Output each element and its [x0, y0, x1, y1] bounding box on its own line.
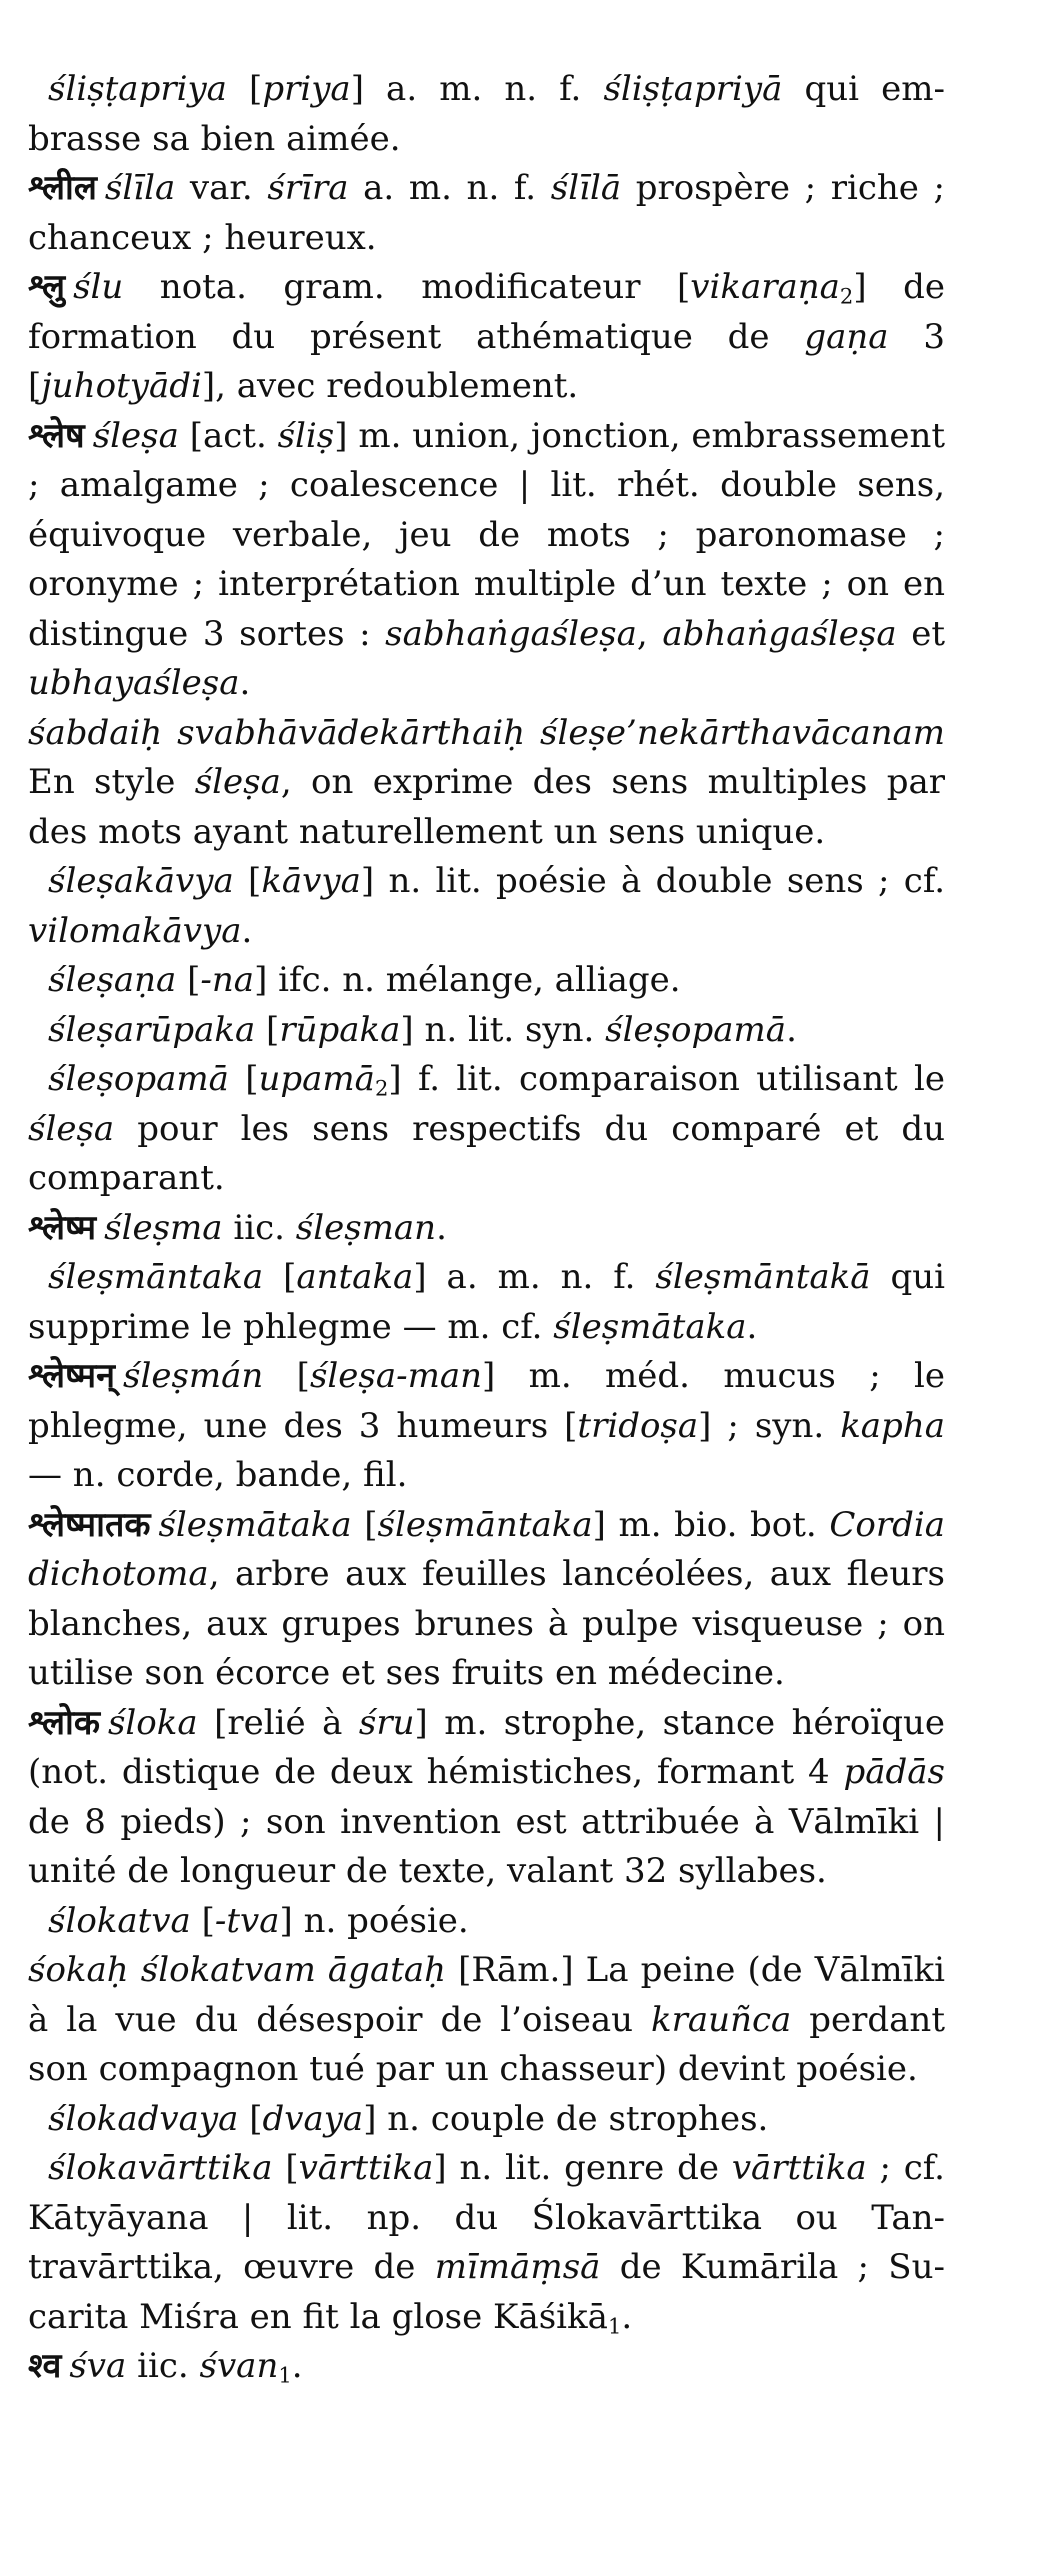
- subentry: [28, 1253, 945, 1352]
- subscript-index: 1: [278, 2362, 292, 2388]
- italic-term: śleṣmāntakā: [655, 1257, 871, 1297]
- entry-text: ,: [636, 613, 663, 654]
- entry-text: .: [239, 663, 251, 703]
- entry-text: [: [263, 1356, 310, 1396]
- italic-term: juhotyādi: [41, 366, 202, 406]
- italic-term: śleṣmātaka: [553, 1306, 747, 1347]
- entry-text: ] de formation du présent athématique de: [28, 267, 945, 357]
- italic-term: kapha: [840, 1405, 945, 1446]
- entry-text: [: [233, 861, 262, 901]
- entry-text: [: [255, 1009, 280, 1050]
- italic-term: priya: [262, 69, 351, 109]
- italic-term: śokaḥ ślokatvam āgataḥ: [28, 1950, 447, 1990]
- italic-term: śliṣṭapriya: [48, 69, 227, 109]
- devanagari-headword: श्लोक: [28, 1702, 100, 1743]
- devanagari-headword: श्लेष्मातक: [28, 1504, 151, 1545]
- italic-term: Cordia dichotoma: [28, 1504, 945, 1594]
- entry-text: pour les sens respectifs du comparé et du comparant.: [28, 1108, 945, 1198]
- italic-term: ślokadvaya: [48, 2098, 239, 2139]
- entry-text: [relié à: [197, 1702, 359, 1743]
- dictionary-entry: [28, 412, 945, 709]
- devanagari-headword: श्लेष्म: [28, 1207, 97, 1248]
- devanagari-headword: श्लील: [28, 168, 97, 208]
- entry-text: nota. gram. modificateur [: [123, 267, 691, 307]
- entry-text: [: [272, 2148, 299, 2188]
- devanagari-headword: श्लेष: [28, 415, 85, 456]
- italic-term: vikaraṇa: [690, 267, 840, 307]
- italic-term: -tva: [214, 1900, 280, 1941]
- entry-text: ] n. lit. syn.: [400, 1009, 606, 1050]
- italic-term: śleṣarūpaka: [48, 1009, 256, 1050]
- italic-term: rūpaka: [279, 1009, 401, 1050]
- entry-text: ], avec redoublement.: [201, 366, 579, 406]
- italic-term: ślīla: [104, 168, 176, 208]
- italic-term: ślokatva: [48, 1900, 191, 1941]
- dictionary-entry: [28, 164, 945, 263]
- entry-text: 3 [: [28, 316, 945, 406]
- citation: [28, 1946, 945, 2095]
- italic-term: ślīlā: [550, 168, 622, 208]
- entry-text: ] n. couple de strophes.: [363, 2098, 769, 2139]
- entry-text: de 8 pieds) ; son invention est attribuée à Vālmīki | unité de longueur de texte, valant 32 syllabes.: [28, 1801, 945, 1891]
- italic-term: antaka: [296, 1257, 414, 1297]
- subentry: [28, 956, 945, 1006]
- devanagari-headword: श्लु: [28, 267, 66, 307]
- entry-text: iic.: [126, 2346, 200, 2386]
- entry-text: de Kumārila ; Sucarita Miśra en fit la glose Kāśikā: [28, 2247, 945, 2337]
- dictionary-entry: [28, 1204, 945, 1254]
- entry-text: .: [436, 1207, 447, 1248]
- italic-term: śliṣṭapriyā: [603, 69, 783, 109]
- subentry: [28, 2144, 945, 2342]
- entry-text: ] m. méd. mucus ; le phlegme, une des 3 humeurs [: [28, 1356, 945, 1446]
- entry-text: qui supprime le phlegme — m. cf.: [28, 1257, 945, 1347]
- italic-term: kāvya: [261, 861, 361, 901]
- entry-text: ] f. lit. comparaison utilisant le: [388, 1059, 945, 1099]
- italic-term: ślu: [73, 267, 124, 307]
- italic-term: śleṣa: [194, 762, 281, 802]
- dictionary-entry: [28, 1352, 945, 1501]
- italic-term: śleṣa-man: [309, 1356, 483, 1396]
- entry-text: ] a. m. n. f.: [350, 69, 604, 109]
- entry-text: var.: [175, 168, 268, 208]
- italic-term: śleṣopamā: [605, 1009, 787, 1050]
- entry-text: [: [226, 69, 263, 109]
- entry-text: , on exprime des sens multiples par des mots ayant naturellement un sens unique.: [28, 762, 945, 852]
- subentry: [28, 857, 945, 956]
- entry-text: , arbre aux feuilles lancéolées, aux fleurs blanches, aux grupes brunes à pulpe visqueuse ; on utilise son écorce et ses fruits en médecine.: [28, 1554, 945, 1693]
- italic-term: ślokavārttika: [48, 2148, 273, 2188]
- italic-term: krauñca: [651, 1999, 792, 2040]
- entry-text: [: [176, 960, 201, 1000]
- italic-term: śleṣmātaka: [158, 1504, 352, 1545]
- entry-text: .: [241, 910, 253, 951]
- italic-term: śloka: [107, 1702, 198, 1743]
- entry-text: ] a. m. n. f.: [413, 1257, 656, 1297]
- italic-term: vilomakāvya: [28, 910, 242, 951]
- entry-text: [: [190, 1900, 215, 1941]
- italic-term: ubhayaśleṣa: [28, 663, 240, 703]
- subscript-index: 2: [374, 1075, 389, 1101]
- entry-text: et: [896, 613, 945, 654]
- dictionary-entry: [28, 263, 945, 412]
- entry-text: perdant son compagnon tué par un chasseur) devint poésie.: [28, 1999, 945, 2089]
- subentry: [28, 65, 945, 164]
- entry-text: [Rām.] La peine (de Vālmīki à la vue du désespoir de l’oiseau: [28, 1950, 945, 2040]
- entry-text: ] n. lit. genre de: [433, 2148, 732, 2188]
- italic-term: śleṣmāntaka: [377, 1504, 593, 1545]
- dictionary-entry: [28, 1699, 945, 1897]
- entry-text: ] m. bio. bot.: [592, 1504, 830, 1545]
- subentry: [28, 2095, 945, 2145]
- italic-term: śleṣmāntaka: [48, 1257, 264, 1297]
- entry-text: [: [263, 1257, 297, 1297]
- entry-text: qui embrasse sa bien aimée.: [28, 69, 945, 159]
- italic-term: śvan: [199, 2346, 279, 2386]
- italic-term: vārttika: [298, 2148, 434, 2188]
- entry-text: [act.: [178, 415, 278, 456]
- italic-term: tridoṣa: [577, 1405, 699, 1446]
- entry-text: En style: [28, 762, 195, 802]
- italic-term: mīmāṃsā: [434, 2247, 601, 2287]
- entry-text: .: [786, 1009, 797, 1050]
- italic-term: pādās: [843, 1752, 945, 1792]
- italic-term: śrīra: [267, 168, 349, 208]
- italic-term: gaṇa: [804, 316, 889, 357]
- dictionary-entry: [28, 2342, 945, 2392]
- italic-term: śleṣman: [295, 1207, 437, 1248]
- devanagari-headword: श्लेष्मन्: [28, 1356, 116, 1396]
- italic-term: śva: [69, 2346, 127, 2386]
- devanagari-headword: श्व: [28, 2346, 62, 2386]
- italic-term: śabdaiḥ svabhāvādekārthaiḥ śleṣe’nekārthavācanam: [28, 712, 945, 753]
- entry-text: iic.: [222, 1207, 296, 1248]
- italic-term: śleṣa: [28, 1108, 115, 1149]
- entry-text: ; cf. Kātyāyana | lit. np. du Ślokavārttika ou Tantravārttika, œuvre de: [28, 2148, 945, 2287]
- italic-term: dvaya: [262, 2098, 364, 2139]
- entry-text: prospère ; riche ; chanceux ; heureux.: [28, 168, 945, 258]
- entry-text: ] ; syn.: [698, 1405, 841, 1446]
- entry-text: .: [746, 1306, 758, 1347]
- entry-text: [: [238, 2098, 263, 2139]
- subentry: [28, 1006, 945, 1056]
- italic-term: śleṣopamā: [48, 1059, 229, 1099]
- entry-text: ] ifc. n. mélange, alliage.: [254, 960, 681, 1000]
- italic-term: vārttika: [731, 2148, 867, 2188]
- subentry: [28, 1055, 945, 1204]
- italic-term: śleṣakāvya: [48, 861, 234, 901]
- italic-term: upamā: [258, 1059, 375, 1099]
- citation: [28, 709, 945, 858]
- italic-term: śleṣmán: [123, 1356, 264, 1396]
- italic-term: sabhaṅgaśleṣa: [385, 613, 637, 654]
- italic-term: śleṣaṇa: [48, 960, 177, 1000]
- entry-text: .: [621, 2296, 633, 2337]
- italic-term: śleṣa: [92, 415, 179, 456]
- entry-text: ] m. union, jonction, embrassement ; amalgame ; coalescence | lit. rhét. double sens, équivoque verbale, jeu de mots ; paronomase ; oronyme ; interprétation multiple d’un texte ; on en distingue 3 sortes :: [28, 415, 945, 654]
- entry-text: ] n. lit. poésie à double sens ; cf.: [360, 861, 946, 901]
- entry-text: [: [228, 1059, 259, 1099]
- entry-text: a. m. n. f.: [348, 168, 551, 208]
- italic-term: śleṣma: [104, 1207, 223, 1248]
- italic-term: śliṣ: [277, 415, 335, 456]
- italic-term: śru: [358, 1702, 415, 1743]
- entry-text: .: [291, 2346, 303, 2386]
- subentry: [28, 1897, 945, 1947]
- entry-text: — n. corde, bande, fil.: [28, 1455, 408, 1495]
- subscript-index: 2: [839, 283, 854, 309]
- entry-text: ] m. strophe, stance héroïque (not. distique de deux hémistiches, formant 4: [28, 1702, 946, 1792]
- italic-term: -na: [200, 960, 255, 1000]
- dictionary-entry: [28, 1501, 945, 1699]
- subscript-index: 1: [607, 2312, 622, 2338]
- entry-text: ] n. poésie.: [279, 1900, 469, 1941]
- entry-text: [: [351, 1504, 378, 1545]
- italic-term: abhaṅgaśleṣa: [662, 613, 897, 654]
